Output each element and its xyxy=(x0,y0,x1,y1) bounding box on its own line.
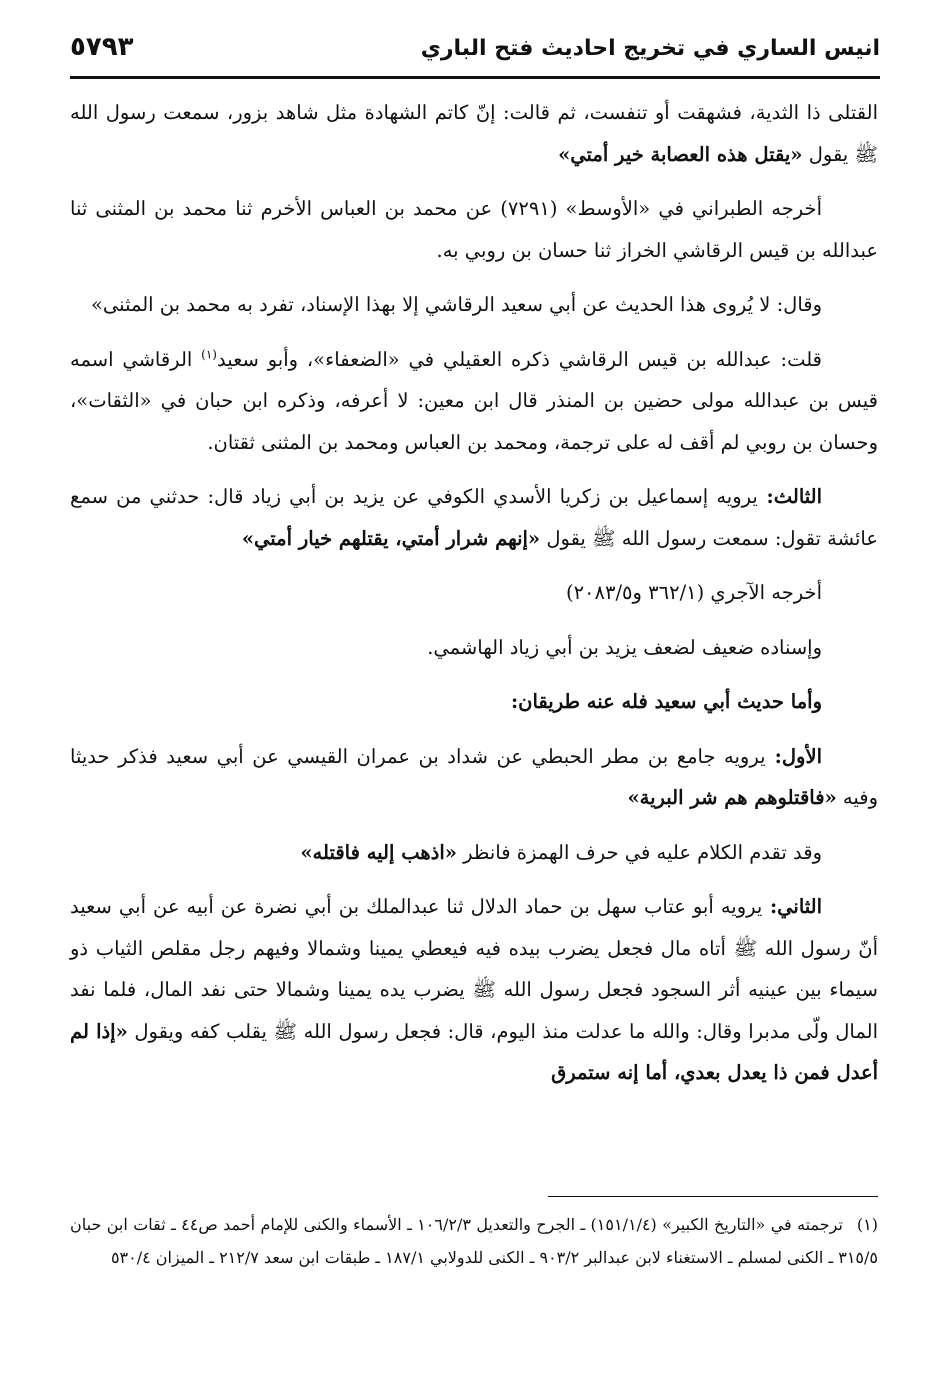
text-segment: يرويه جامع بن مطر الحبطي عن شداد بن عمران القيسي عن أبي سعيد فذكر حديثا وفيه xyxy=(70,744,878,809)
body-text xyxy=(70,92,878,1107)
footnote-text: ترجمته في «التاريخ الكبير» (١٥١/١/٤) ـ الجرح والتعديل ١٠٦/٢/٣ ـ الأسماء والكنى للإمام أحمد ص٤٤ ـ ثقات ابن حبان ٣١٥/٥ ـ الكنى لمسلم ـ الاستغناء لابن عبدالبر ٩٠٣/٢ ـ الكنى للدولابي ١٨٧/١ ـ طبقات ابن سعد ٢١٢/٧ ـ الميزان ٥٣٠/٤ xyxy=(70,1215,878,1267)
page-number: ٥٧٩٣ xyxy=(70,32,134,62)
paragraph xyxy=(70,832,878,874)
bold-text: وأما حديث أبي سعيد فله عنه طريقان: xyxy=(510,690,822,713)
paragraph xyxy=(70,627,878,669)
footnote-marker: (١) xyxy=(201,347,217,361)
text-segment: الرقاشي اسمه قيس بن عبدالله مولى حضين بن المنذر قال ابن معين: لا أعرفه، وذكره ابن حبان في «الثقات»، وحسان بن روبي لم أقف له على ترجمة، ومحمد بن العباس ومحمد بن المثنى ثقتان. xyxy=(70,347,878,454)
bold-text: «اذهب إليه فاقتله» xyxy=(300,840,457,864)
paragraph xyxy=(70,681,878,723)
paragraph xyxy=(70,284,878,326)
footnote xyxy=(70,1208,878,1274)
bold-text: الثاني: xyxy=(762,895,823,918)
text-segment: يرويه إسماعيل بن زكريا الأسدي الكوفي عن يزيد بن أبي زياد قال: حدثني من سمع عائشة تقول: سمعت رسول الله ﷺ يقول xyxy=(70,485,878,550)
header-title: انيس الساري في تخريج احاديث فتح الباري xyxy=(420,36,880,61)
bold-text: «إذا لم أعدل فمن ذا يعدل بعدي، أما إنه ستمرق xyxy=(70,1019,878,1084)
bold-text: «فاقتلوهم هم شر البرية» xyxy=(627,786,837,809)
text-segment: أخرجه الآجري (٣٦٢/١ و٢٠٨٣/٥) xyxy=(565,581,822,604)
footnote-number: (١) xyxy=(856,1215,879,1234)
bold-text: الأول: xyxy=(765,744,822,768)
text-segment: وإسناده ضعيف لضعف يزيد بن أبي زياد الهاشمي. xyxy=(427,635,822,659)
text-segment: يرويه أبو عتاب سهل بن حماد الدلال ثنا عبدالملك بن أبي نضرة عن أبيه عن أبي سعيد أنّ رسول الله ﷺ أتاه مال فجعل يضرب بيده فيه فيعطي يمينا وشمالا وفيهم رجل مقلص الثياب ذو سيماء بين عينيه أثر السجود فجعل رسول الله ﷺ يضرب يده يمينا وشمالا حتى نفد المال، فلما نفد المال ولّى مدبرا وقال: والله ما عدلت منذ اليوم، قال: فجعل رسول الله ﷺ يقلب كفه ويقول xyxy=(70,895,878,1043)
paragraph xyxy=(70,92,878,175)
bold-text: «يقتل هذه العصابة خير أمتي» xyxy=(558,142,803,166)
bold-text: الثالث: xyxy=(757,485,822,508)
text-segment: القتلى ذا الثدية، فشهقت أو تنفست، ثم قالت: إنّ كاتم الشهادة مثل شاهد بزور، سمعت رسول الله ﷺ يقول xyxy=(70,101,878,166)
text-segment: وقال: لا يُروى هذا الحديث عن أبي سعيد الرقاشي إلا بهذا الإسناد، تفرد به محمد بن المثنى» xyxy=(91,293,822,316)
paragraph xyxy=(70,886,878,1094)
bold-text: «إنهم شرار أمتي، يقتلهم خيار أمتي» xyxy=(241,526,541,550)
text-segment: قلت: عبدالله بن قيس الرقاشي ذكره العقيلي في «الضعفاء»، وأبو سعيد xyxy=(216,347,822,371)
running-header xyxy=(70,30,880,79)
text-segment: أخرجه الطبراني في «الأوسط» (٧٢٩١) عن محمد بن العباس الأخرم ثنا محمد بن المثنى ثنا عبدالله بن قيس الرقاشي الخراز ثنا حسان بن روبي به. xyxy=(70,197,878,262)
paragraph xyxy=(70,188,878,271)
paragraph xyxy=(70,572,878,614)
footnote-divider xyxy=(548,1196,878,1197)
paragraph xyxy=(70,736,878,819)
paragraph xyxy=(70,339,878,464)
paragraph xyxy=(70,476,878,559)
text-segment: وقد تقدم الكلام عليه في حرف الهمزة فانظر xyxy=(456,840,822,864)
